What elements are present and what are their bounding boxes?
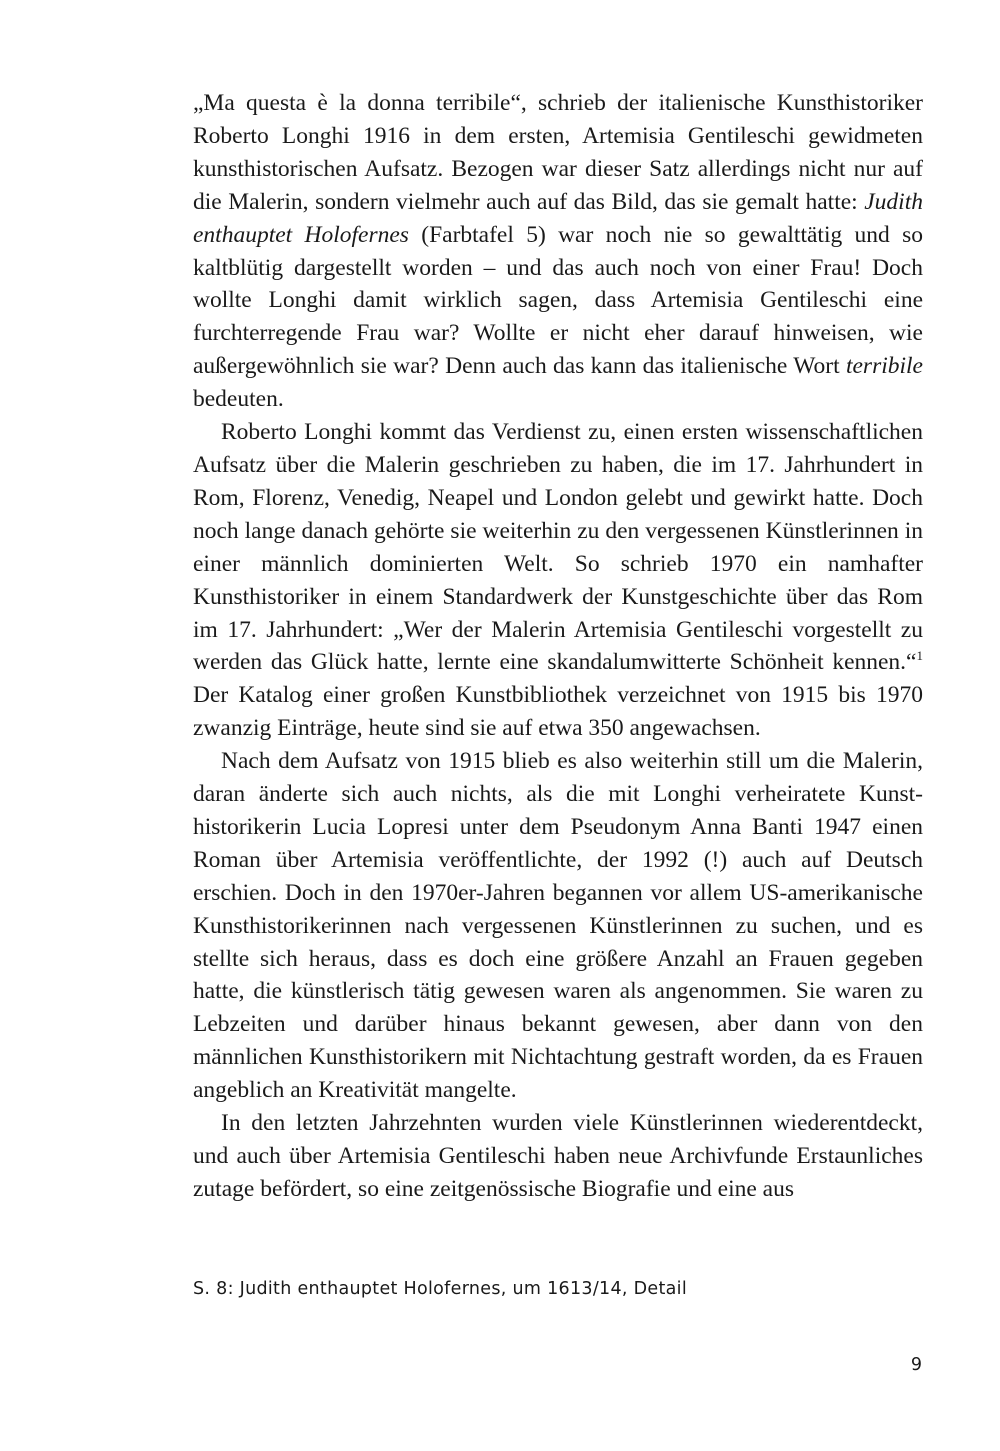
text-segment: Der Katalog einer großen Kunstbibliothek verzeichnet von 1915 bis 1970 zwanzig Einträge, heute sind sie auf etwa 350 angewachsen. xyxy=(193,682,923,742)
text-segment: In den letzten Jahrzehnten wurden viele Künstlerinnen wiederentdeckt, und auch über Artemisia Gentileschi haben neue Archivfunde Erstaunliches zutage befördert, so eine zeitgenössische Biografie und eine aus xyxy=(193,1110,923,1202)
paragraph xyxy=(193,87,923,416)
italic-text: terribile xyxy=(845,353,923,380)
italic-text: Judith enthauptet Holofernes xyxy=(193,188,923,248)
paragraph xyxy=(193,416,923,745)
text-segment: bedeuten. xyxy=(193,386,284,413)
body-text xyxy=(193,87,923,1206)
text-segment: (Farbtafel 5) war noch nie so gewalttätig und so kaltblütig dargestellt worden – und das auch noch von einer Frau! Doch wollte Longhi damit wirklich sagen, dass Artemisia Gentileschi eine furchterregende Frau war? Wollte er nicht eher darauf hinweisen, wie außergewöhnlich sie war? Denn auch das kann das italienische Wort xyxy=(193,221,923,380)
text-segment: „Ma questa è la donna terribile“, schrieb der italienische Kunsthistoriker Roberto Longhi 1916 in dem ersten, Artemisia Gentileschi gewidmeten kunsthistorischen Aufsatz. Bezogen war dieser Satz allerdings nicht nur auf die Malerin, sondern vielmehr auch auf das Bild, das sie gemalt hatte: xyxy=(193,90,923,215)
footnote-marker: 1 xyxy=(916,648,923,664)
page-number: 9 xyxy=(910,1355,922,1375)
text-segment: Roberto Longhi kommt das Verdienst zu, einen ersten wissenschaftlichen Aufsatz über die Malerin geschrieben zu haben, die im 17. Jahrhundert in Rom, Florenz, Venedig, Neapel und London gelebt und gewirkt hatte. Doch noch lange danach gehörte sie weiterhin zu den vergessenen Künstlerinnen in einer männlich dominierten Welt. So schrieb 1970 ein namhafter Kunsthistoriker in einem Standardwerk der Kunstgeschichte über das Rom im 17. Jahrhundert: „Wer der Malerin Artemisia Gentileschi vorgestellt zu werden das Glück hatte, lernte eine skandalumwitterte Schönheit kennen.“ xyxy=(193,419,923,676)
paragraph xyxy=(193,1107,923,1206)
image-caption: S. 8: Judith enthauptet Holofernes, um 1613/14, Detail xyxy=(193,1279,687,1299)
text-segment: Nach dem Aufsatz von 1915 blieb es also weiterhin still um die Malerin, daran änderte sich auch nichts, als die mit Longhi verheiratete Kunsthistorikerin Lucia Lopresi unter dem Pseudonym Anna Banti 1947 einen Roman über Artemisia veröffentlichte, der 1992 (!) auch auf Deutsch erschien. Doch in den 1970er-Jahren begannen vor allem US-amerikanische Kunsthistorikerinnen nach vergessenen Künstlerinnen zu suchen, und es stellte sich heraus, dass es doch eine größere Anzahl an Frauen gegeben hatte, die künstlerisch tätig gewesen waren als angenommen. Sie waren zu Lebzeiten und darüber hinaus bekannt gewesen, aber dann von den männlichen Kunsthistorikern mit Nichtachtung gestraft worden, da es Frauen angeblich an Kreativität mangelte. xyxy=(193,748,923,1104)
paragraph xyxy=(193,745,923,1107)
